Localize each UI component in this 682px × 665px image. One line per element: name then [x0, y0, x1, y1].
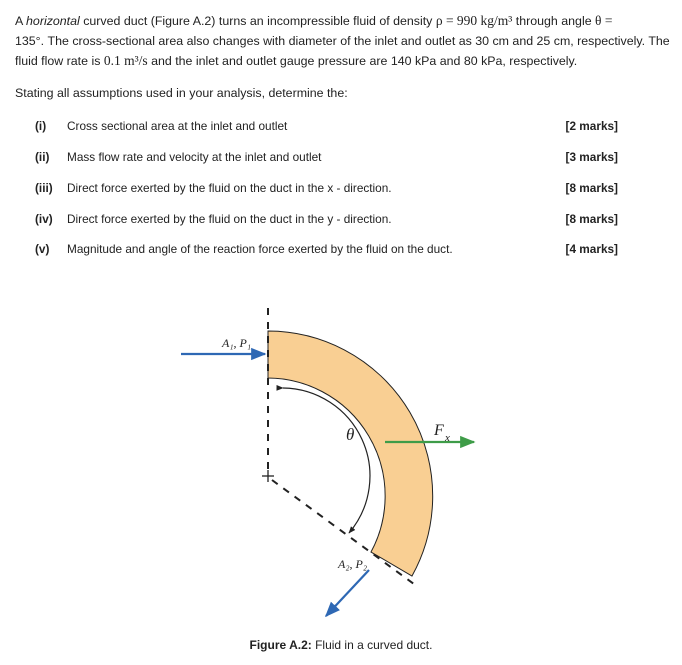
- intro-text-1: A: [15, 14, 27, 28]
- flow-rate-expression: 0.1 m³/s: [103, 53, 148, 68]
- question-text: Magnitude and angle of the reaction force exerted by the fluid on the duct.: [67, 242, 453, 256]
- question-number: (ii): [35, 150, 50, 164]
- question-number: (i): [35, 119, 47, 133]
- outlet-flow-arrow: [326, 570, 369, 616]
- question-number: (v): [35, 242, 50, 256]
- question-marks: [8 marks]: [565, 181, 618, 195]
- question-text: Mass flow rate and velocity at the inlet and outlet: [67, 150, 322, 164]
- angle-value: 135°: [15, 33, 41, 48]
- intro-text-4: . The cross-sectional area also changes with diameter of the inlet and outlet as 30 cm and 25 cm, respectively. The fluid flow rate is: [15, 33, 670, 68]
- question-marks: [2 marks]: [565, 119, 618, 133]
- force-subscript: x: [445, 432, 450, 444]
- question-number: (iv): [35, 212, 53, 226]
- figure-caption: [0, 638, 682, 652]
- caption-label: Figure A.2:: [249, 638, 312, 652]
- question-text: Cross sectional area at the inlet and outlet: [67, 119, 288, 133]
- question-number: (iii): [35, 181, 53, 195]
- angle-expression: θ =: [595, 13, 613, 28]
- question-text: Direct force exerted by the fluid on the duct in the y - direction.: [67, 212, 392, 226]
- question-text: Direct force exerted by the fluid on the duct in the x - direction.: [67, 181, 392, 195]
- question-prompt: Stating all assumptions used in your analysis, determine the:: [15, 86, 348, 100]
- density-expression: ρ = 990 kg/m³: [435, 13, 513, 28]
- inlet-label: A₁, P₁: [222, 336, 252, 350]
- intro-text-3: through angle: [512, 14, 596, 28]
- theta-label: θ: [346, 425, 355, 444]
- question-marks: [4 marks]: [565, 242, 618, 256]
- outlet-label: A₂, P₂: [338, 557, 368, 571]
- intro-text-2: curved duct (Figure A.2) turns an incompressible fluid of density: [79, 14, 436, 28]
- question-marks: [8 marks]: [565, 212, 618, 226]
- intro-emphasis: horizontal: [26, 14, 80, 28]
- caption-text: Fluid in a curved duct.: [311, 638, 433, 652]
- intro-text-5: and the inlet and outlet gauge pressure are 140 kPa and 80 kPa, respectively.: [147, 54, 578, 68]
- duct-body: [268, 331, 433, 576]
- force-label: F: [434, 422, 444, 439]
- question-marks: [3 marks]: [565, 150, 618, 164]
